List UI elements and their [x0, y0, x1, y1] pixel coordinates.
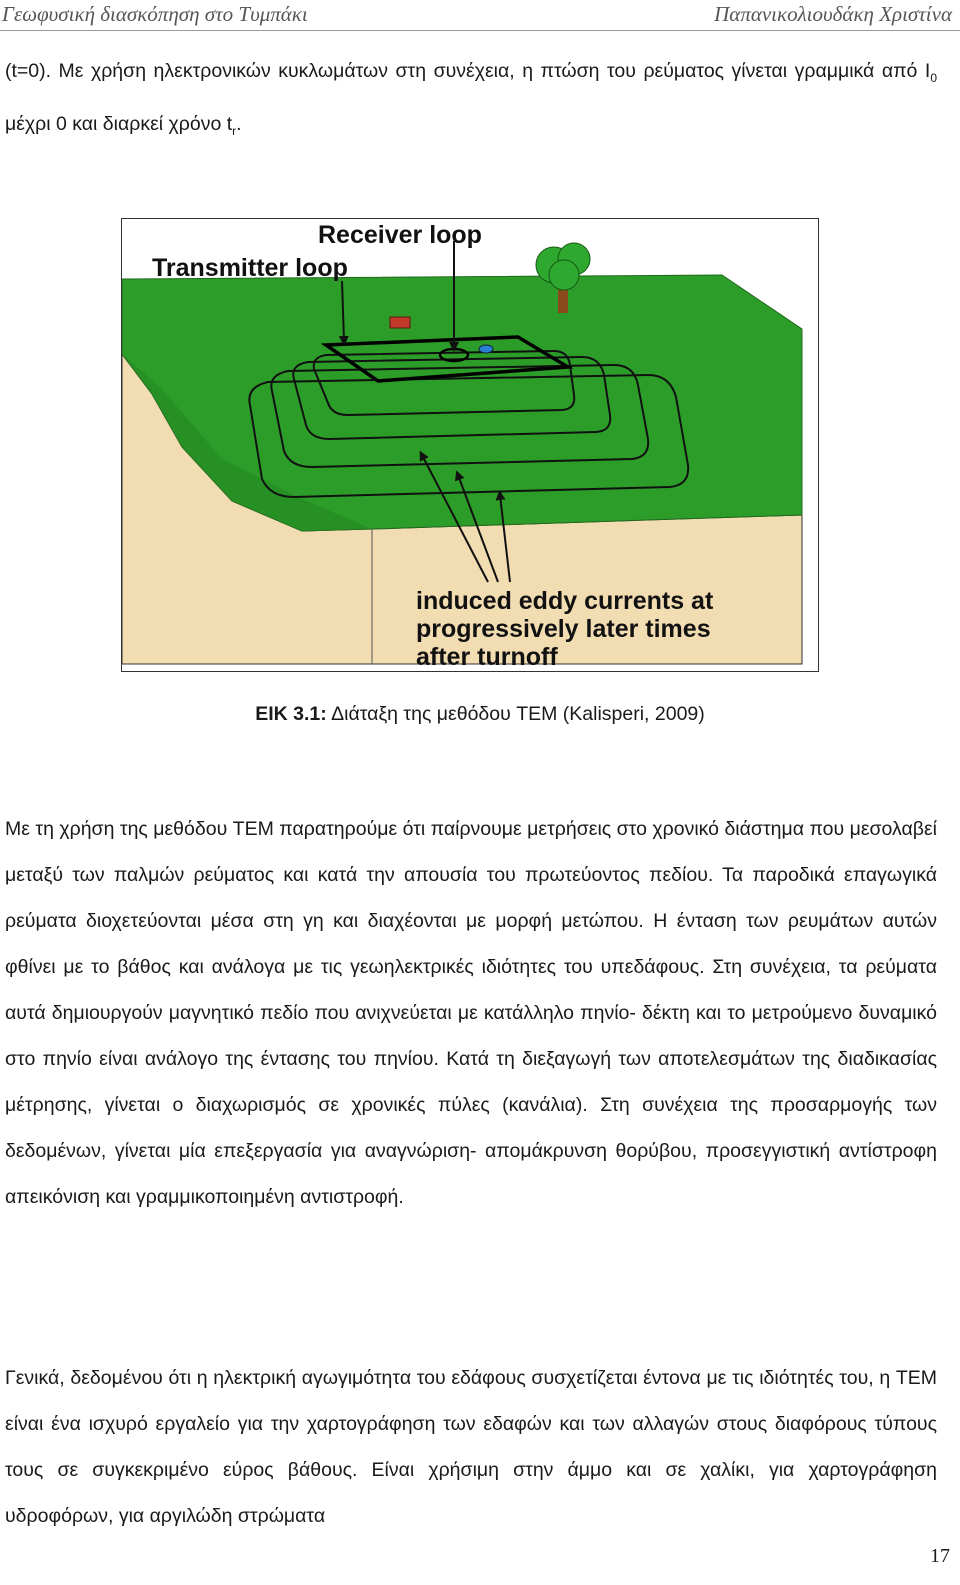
body-paragraph-3: Γενικά, δεδομένου ότι η ηλεκτρική αγωγιμότητα του εδάφους συσχετίζεται έντονα με τις ιδιότητές του, η TEM είναι ένα ισχυρό εργαλείο για την χαρτογράφηση των εδαφών και των αλλαγών στους διαφόρους τύπους τους σε συγκεκριμένο εύρος βάθους. Είναι χρήσιμη στην άμμο και σε χαλίκι, για χαρτογράφηση υδροφόρων, για αργιλώδη στρώματα: [5, 1367, 937, 1527]
intro-text-2: μέχρι 0 και διαρκεί χρόνο t: [5, 112, 233, 135]
transmitter-loop-label: Transmitter loop: [152, 254, 348, 282]
intro-text-3: .: [236, 112, 242, 135]
figure-caption: [0, 703, 960, 726]
receiver-instrument: [479, 345, 493, 353]
eddy-label-line-2: progressively later times: [416, 615, 711, 643]
tem-diagram: [122, 219, 818, 671]
caption-text: Διάταξη της μεθόδου TEM (Kalisperi, 2009): [326, 703, 705, 725]
intro-subscript-0: 0: [930, 70, 937, 85]
tem-diagram-figure: [121, 218, 819, 672]
tree-leaves-3: [549, 260, 579, 290]
intro-subscript-r: r: [232, 123, 237, 138]
caption-label: ΕΙΚ 3.1:: [255, 703, 327, 725]
intro-paragraph: [5, 48, 937, 154]
page-header: [0, 0, 960, 31]
page-number: 17: [930, 1545, 950, 1567]
transmitter-vehicle: [390, 317, 410, 328]
eddy-label-line-1: induced eddy currents at: [416, 587, 714, 615]
receiver-loop-label: Receiver loop: [318, 221, 482, 249]
header-author: Παπανικολιουδάκη Χριστίνα: [714, 2, 952, 26]
header-title: Γεωφυσική διασκόπηση στο Τυμπάκι: [2, 2, 308, 26]
intro-text-1: (t=0). Με χρήση ηλεκτρονικών κυκλωμάτων στη συνέχεια, η πτώση του ρεύματος γίνεται γραμμικά από I: [5, 60, 931, 82]
body-paragraph-2: Με τη χρήση της μεθόδου TEM παρατηρούμε ότι παίρνουμε μετρήσεις στο χρονικό διάστημα που μεσολαβεί μεταξύ των παλμών ρεύματος και κατά την απουσία του πρωτεύοντος πεδίου. Τα παροδικά επαγωγικά ρεύματα διοχετεύονται μέσα στη γη και διαχέονται με μορφή μετώπου. Η ένταση των ρευμάτων αυτών φθίνει με το βάθος και ανάλογα με τις γεωηλεκτρικές ιδιότητες του υπεδάφους. Στη συνέχεια, τα ρεύματα αυτά δημιουργούν μαγνητικό πεδίο που ανιχνεύεται με κατάλληλο πηνίο- δέκτη και το μετρούμενο δυναμικό στο πηνίο είναι ανάλογο της έντασης του πηνίου. Κατά τη διεξαγωγή των αποτελεσμάτων της διαδικασίας μέτρησης, γίνεται ο διαχωρισμός σε χρονικές πύλες (κανάλια). Στη συνέχεια της προσαρμογής των δεδομένων, γίνεται μία επεξεργασία για αναγνώριση- απομάκρυνση θορύβου, προσεγγιστική αντίστροφη απεικόνιση και γραμμικοποιημένη αντιστροφή.: [5, 818, 937, 1208]
eddy-label-line-3: after turnoff: [416, 643, 558, 671]
